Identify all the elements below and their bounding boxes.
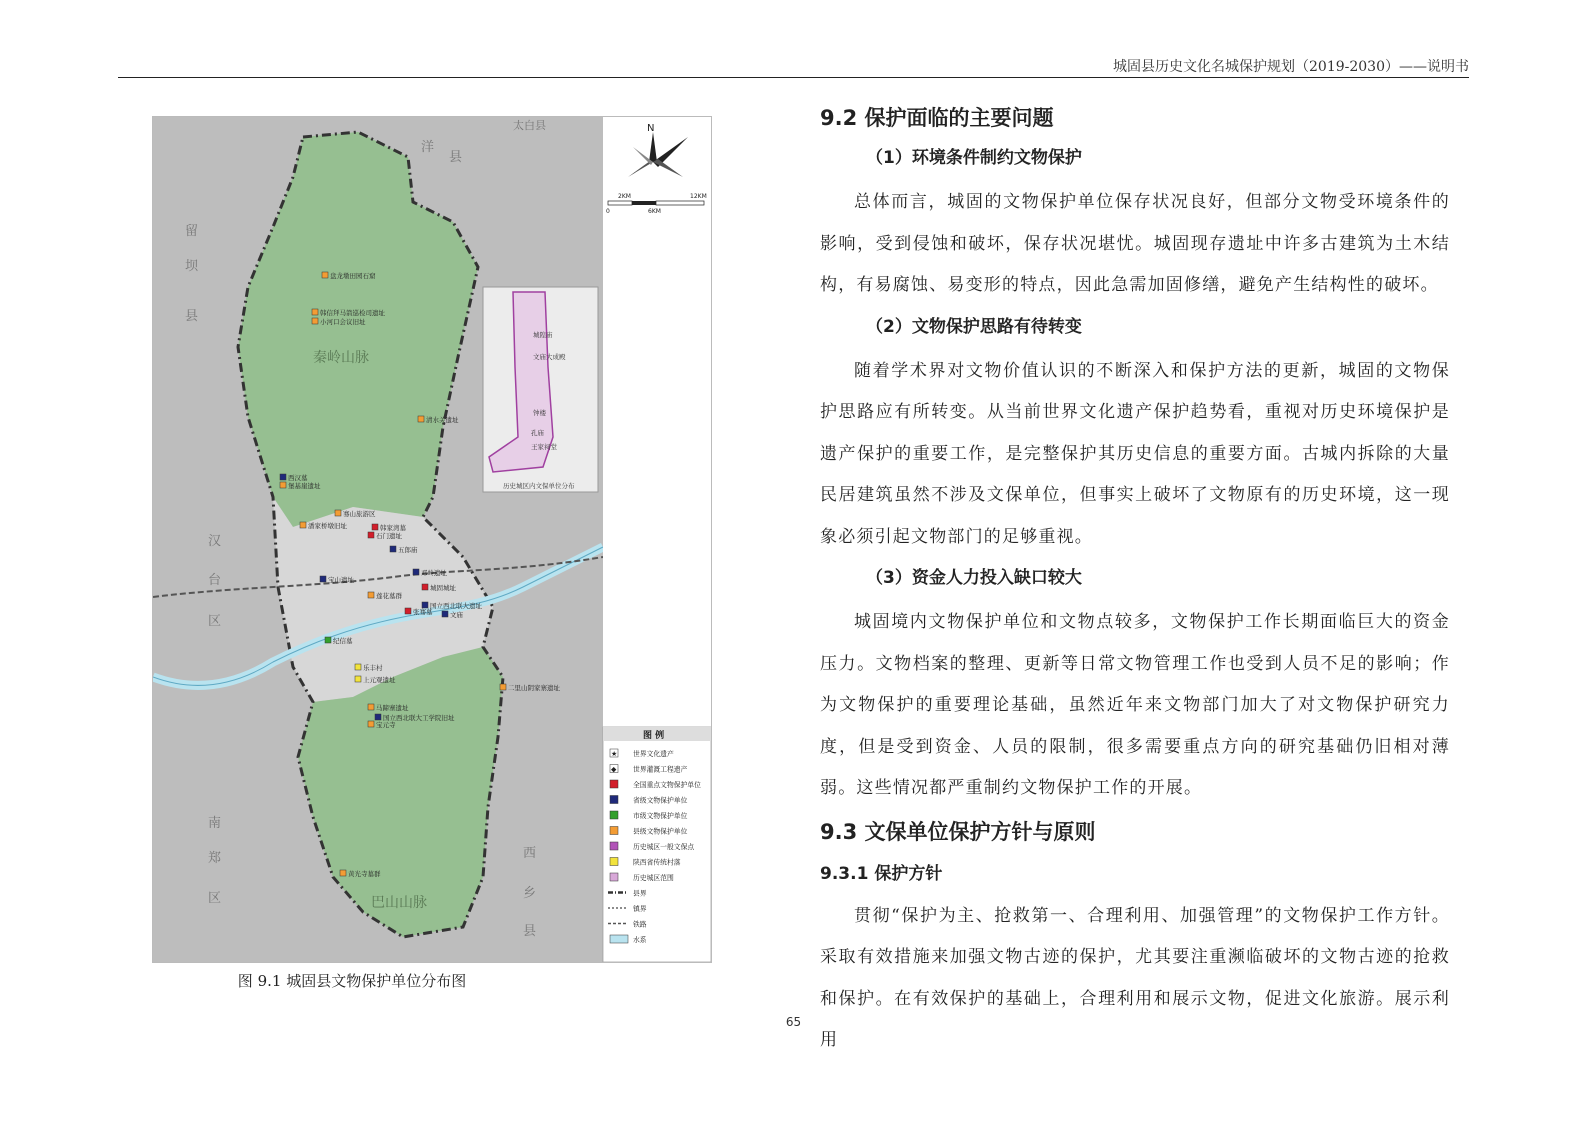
paragraph-3: 城固境内文物保护单位和文物点较多，文物保护工作长期面临巨大的资金压力。文物档案的整理、更新等日常文物管理工作也受到人员不足的影响；作为文物保护的重要理论基础，虽然近年来文物部门加大了对文物保护研究力度，但是受到资金、人员的限制，很多需要重点方向的研究基础仍旧相对薄弱。这些情况都严重制约文物保护工作的开展。 (820, 612, 1450, 798)
site-square (418, 416, 424, 422)
legend-swatch (610, 935, 628, 943)
heritage-site-marker (312, 308, 386, 317)
site-label: 石门遗址 (376, 532, 402, 540)
legend-swatch (610, 827, 618, 835)
legend-title: 图 例 (643, 731, 665, 741)
site-label: 纪信墓 (333, 637, 353, 645)
inset-label: 城隍庙 (533, 331, 553, 339)
site-label: 莲花墓群 (376, 592, 402, 600)
diamond-icon: ◆ (611, 765, 617, 774)
site-label: 堡基崖遗址 (288, 482, 321, 490)
text-column (820, 103, 1450, 1062)
legend-label: 世界灌溉工程遗产 (633, 765, 688, 774)
legend-swatch (610, 858, 618, 866)
page-number: 65 (785, 1015, 802, 1029)
map-svg (153, 117, 711, 962)
legend-label: 镇界 (633, 905, 647, 913)
subheading-2: （2）文物保护思路有待转变 (866, 316, 1082, 337)
site-label: 二里山阴家寨遗址 (508, 684, 560, 692)
site-label: 乐丰村 (363, 664, 383, 672)
site-square (320, 576, 326, 582)
legend-swatch (610, 873, 618, 881)
site-label: 西汉墓 (288, 474, 308, 482)
star-icon: ★ (611, 750, 618, 758)
site-label: 宝山遗址 (328, 576, 354, 584)
site-label: 韩信拜马箭巡检司遗址 (320, 309, 385, 317)
legend-label: 市级文物保护单位 (633, 812, 688, 820)
site-label: 盘龙墩田园石窟 (330, 272, 376, 280)
scale-segment (656, 201, 704, 205)
site-square (405, 608, 411, 614)
region-label: 县 (449, 150, 463, 165)
heritage-site-marker (500, 683, 561, 692)
site-square (340, 870, 346, 876)
site-square (368, 704, 374, 710)
site-square (355, 664, 361, 670)
site-square (368, 592, 374, 598)
region-label: 区 (208, 614, 222, 629)
scale-label: 6KM (648, 208, 661, 215)
heritage-site-marker (322, 271, 376, 280)
inset-label: 王家祠堂 (531, 443, 557, 451)
legend-label: 县界 (633, 889, 647, 898)
site-square (442, 611, 448, 617)
site-square (325, 637, 331, 643)
region-label: 县 (185, 309, 199, 324)
inset-caption: 历史城区内文保单位分布 (503, 482, 575, 490)
region-label: 县 (523, 924, 537, 939)
legend-swatch (610, 780, 618, 788)
site-label: 骞山旅游区 (343, 510, 376, 518)
site-label: 上元观遗址 (363, 676, 396, 684)
legend-label: 铁路 (633, 920, 647, 929)
site-label: 潘家桥墩旧址 (308, 522, 347, 530)
site-label: 邓岭遗址 (421, 569, 447, 577)
site-label: 清水关遗址 (426, 416, 459, 424)
region-label: 秦岭山脉 (313, 350, 369, 366)
site-square (280, 482, 286, 488)
region-label: 西 (523, 846, 537, 861)
inset-label: 文庙大成殿 (533, 353, 566, 361)
heritage-site-marker (422, 601, 483, 610)
site-square (422, 602, 428, 608)
site-square (322, 272, 328, 278)
legend-label: 全国重点文物保护单位 (633, 781, 701, 789)
heritage-site-marker (312, 317, 366, 326)
scale-label: 2KM (618, 193, 631, 200)
region-label: 汉 (208, 534, 222, 549)
site-square (368, 721, 374, 727)
paragraph-1: 总体而言，城固的文物保护单位保存状况良好，但部分文物受环境条件的影响，受到侵蚀和破坏，保存状况堪忧。城固现存遗址中许多古建筑为土木结构，有易腐蚀、易变形的特点，因此急需加固修缮，避免产生结构性的破坏。 (820, 192, 1450, 295)
paragraph-2: 随着学术界对文物价值认识的不断深入和保护方法的更新，城固的文物保护思路应有所转变。从当前世界文化遗产保护趋势看，重视对历史环境保护是遗产保护的重要工作，是完整保护其历史信息的重要方面。古城内拆除的大量民居建筑虽然不涉及文保单位，但事实上破坏了文物原有的历史环境，这一现象必须引起文物部门的足够重视。 (820, 360, 1450, 547)
scale-label: 0 (606, 208, 610, 215)
region-label: 坝 (185, 259, 199, 274)
site-square (500, 684, 506, 690)
running-header: 城固县历史文化名城保护规划（2019-2030）——说明书 (1113, 59, 1469, 75)
site-label: 文庙 (450, 611, 463, 619)
legend-label: 历史城区一般文保点 (633, 843, 695, 851)
legend-label: 世界文化遗产 (633, 750, 674, 758)
site-label: 马蹄寨遗址 (376, 704, 409, 712)
region-label: 区 (208, 891, 222, 906)
header-rule (118, 77, 1469, 78)
legend-swatch (610, 796, 618, 804)
region-label: 郑 (208, 851, 222, 866)
site-square (368, 532, 374, 538)
site-square (375, 714, 381, 720)
site-square (355, 676, 361, 682)
site-square (312, 309, 318, 315)
site-square (422, 584, 428, 590)
site-square (335, 510, 341, 516)
site-square (390, 546, 396, 552)
site-label: 小河口会议旧址 (320, 318, 366, 326)
region-label: 巴山山脉 (371, 895, 427, 911)
inset-label: 钟楼 (533, 409, 546, 417)
compass-n-label: N (647, 123, 655, 134)
subheading-9-3-1: 9.3.1 保护方针 (820, 863, 943, 884)
region-label: 台 (208, 573, 222, 588)
site-label: 国立西北联大遗址 (430, 602, 482, 610)
region-label: 太白县 (513, 119, 546, 132)
section-heading-9-3: 9.3 文保单位保护方针与原则 (820, 819, 1096, 844)
inset-label: 孔庙 (531, 429, 544, 437)
section-heading-9-2: 9.2 保护面临的主要问题 (820, 106, 1054, 130)
paragraph-4: 贯彻“保护为主、抢救第一、合理利用、加强管理”的文物保护工作方针。采取有效措施来加强文物古迹的保护，尤其要注重濒临破坏的文物古迹的抢救和保护。在有效保护的基础上，合理利用和展示文物，促进文化旅游。展示利用 (820, 905, 1450, 1050)
site-label: 城固城址 (430, 584, 456, 592)
site-square (413, 569, 419, 575)
scale-label: 12KM (690, 193, 707, 200)
map-figure (152, 116, 712, 963)
scale-segment (632, 201, 656, 205)
scale-segment (608, 201, 632, 205)
region-label: 洋 (421, 140, 435, 155)
site-label: 五郎庙 (398, 546, 418, 554)
legend-label: 陕西省传统村落 (633, 858, 681, 867)
region-label: 留 (185, 224, 199, 239)
site-square (280, 474, 286, 480)
subheading-1: （1）环境条件制约文物保护 (866, 148, 1082, 168)
region-label: 南 (208, 816, 222, 831)
legend-label: 县级文物保护单位 (633, 827, 688, 836)
site-label: 黄光寺墓群 (348, 870, 381, 878)
site-square (312, 318, 318, 324)
site-square (300, 522, 306, 528)
figure-caption: 图 9.1 城固县文物保护单位分布图 (237, 972, 467, 990)
heritage-site-marker (300, 521, 348, 530)
legend-swatch (610, 811, 618, 819)
subheading-3: （3）资金人力投入缺口较大 (866, 568, 1082, 588)
legend-label: 省级文物保护单位 (633, 796, 688, 805)
region-label: 乡 (523, 886, 537, 901)
legend-label: 水系 (633, 936, 647, 944)
site-label: 韩家湾墓 (380, 524, 406, 532)
site-label: 张骞墓 (413, 608, 433, 616)
legend-label: 历史城区范围 (633, 874, 674, 882)
site-label: 宝元寺 (376, 721, 396, 729)
site-label: 国立西北联大工学院旧址 (383, 714, 455, 722)
legend-swatch (610, 842, 618, 850)
site-square (372, 524, 378, 530)
